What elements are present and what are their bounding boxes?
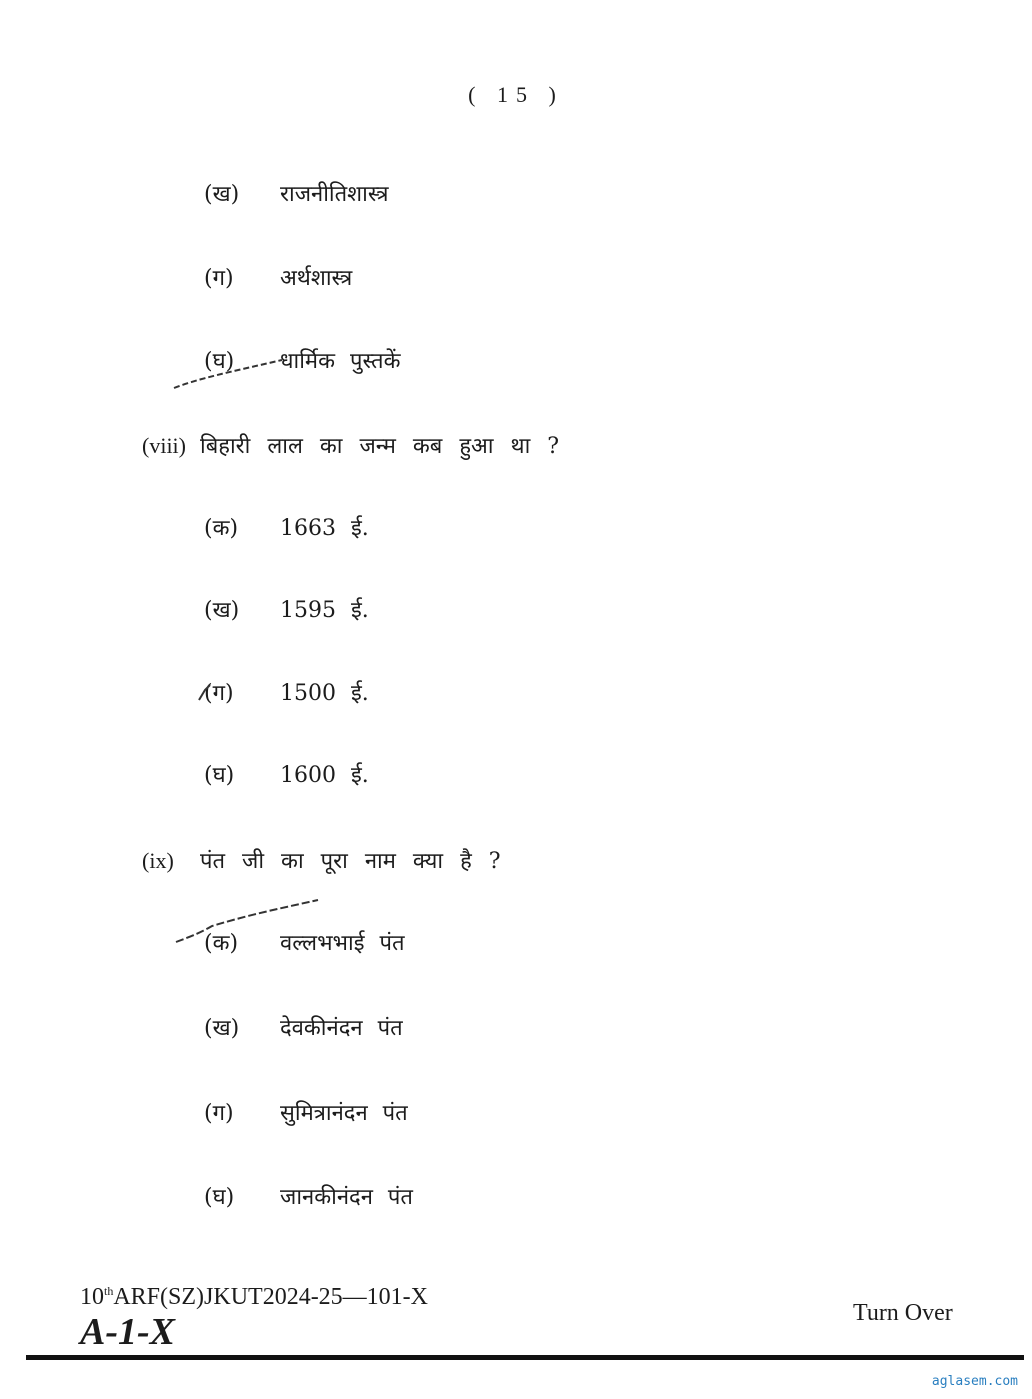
option-row xyxy=(204,262,352,292)
question xyxy=(142,845,501,875)
option-label: (घ) xyxy=(204,763,235,788)
question-number: (ix) xyxy=(142,848,174,873)
option-text: 1500 ई. xyxy=(280,681,369,706)
option-label: (ग) xyxy=(204,681,234,706)
paper-code-rest: ARF(SZ)JKUT2024-25—101-X xyxy=(113,1284,429,1310)
option-row xyxy=(204,1181,413,1211)
watermark: aglasem.com xyxy=(931,1374,1018,1389)
option-label: (ग) xyxy=(204,1101,234,1126)
option-text: अर्थशास्त्र xyxy=(280,266,353,291)
option-label: (ख) xyxy=(204,598,240,623)
option-text: 1600 ई. xyxy=(280,763,369,788)
option-label: (घ) xyxy=(204,1185,235,1210)
option-label: (क) xyxy=(204,516,239,541)
option-row xyxy=(204,759,369,789)
option-text: सुमित्रानंदन पंत xyxy=(280,1101,408,1126)
option-label: (ख) xyxy=(204,182,240,207)
option-text: 1595 ई. xyxy=(280,598,369,623)
paper-code-sup: th xyxy=(104,1284,114,1298)
option-label: (ग) xyxy=(204,266,234,291)
option-label: (ख) xyxy=(204,1016,240,1041)
paper-code-prefix: 10 xyxy=(80,1284,104,1310)
option-row xyxy=(204,512,369,542)
question-text: बिहारी लाल का जन्म कब हुआ था ? xyxy=(200,434,560,459)
option-label: (क) xyxy=(204,931,239,956)
series-code: A-1-X xyxy=(80,1311,175,1353)
page-number: ( 15 ) xyxy=(468,82,564,107)
question-number: (viii) xyxy=(142,433,186,458)
option-text: वल्लभभाई पंत xyxy=(280,931,405,956)
option-text: जानकीनंदन पंत xyxy=(280,1185,413,1210)
option-row xyxy=(204,677,369,707)
question-text: पंत जी का पूरा नाम क्या है ? xyxy=(200,849,501,874)
question xyxy=(142,430,559,460)
option-row xyxy=(204,594,369,624)
option-text: 1663 ई. xyxy=(280,516,369,541)
paper-code xyxy=(80,1284,428,1311)
turn-over-label: Turn Over xyxy=(853,1300,953,1326)
option-text: देवकीनंदन पंत xyxy=(280,1016,403,1041)
option-row xyxy=(204,1097,408,1127)
option-text: धार्मिक पुस्तकें xyxy=(280,349,401,374)
footer-rule xyxy=(26,1355,1024,1360)
option-text: राजनीतिशास्त्र xyxy=(280,182,389,207)
option-row xyxy=(204,1012,403,1042)
option-row xyxy=(204,178,389,208)
option-row xyxy=(204,345,400,375)
option-row xyxy=(204,927,405,957)
option-label: (घ) xyxy=(204,349,235,374)
